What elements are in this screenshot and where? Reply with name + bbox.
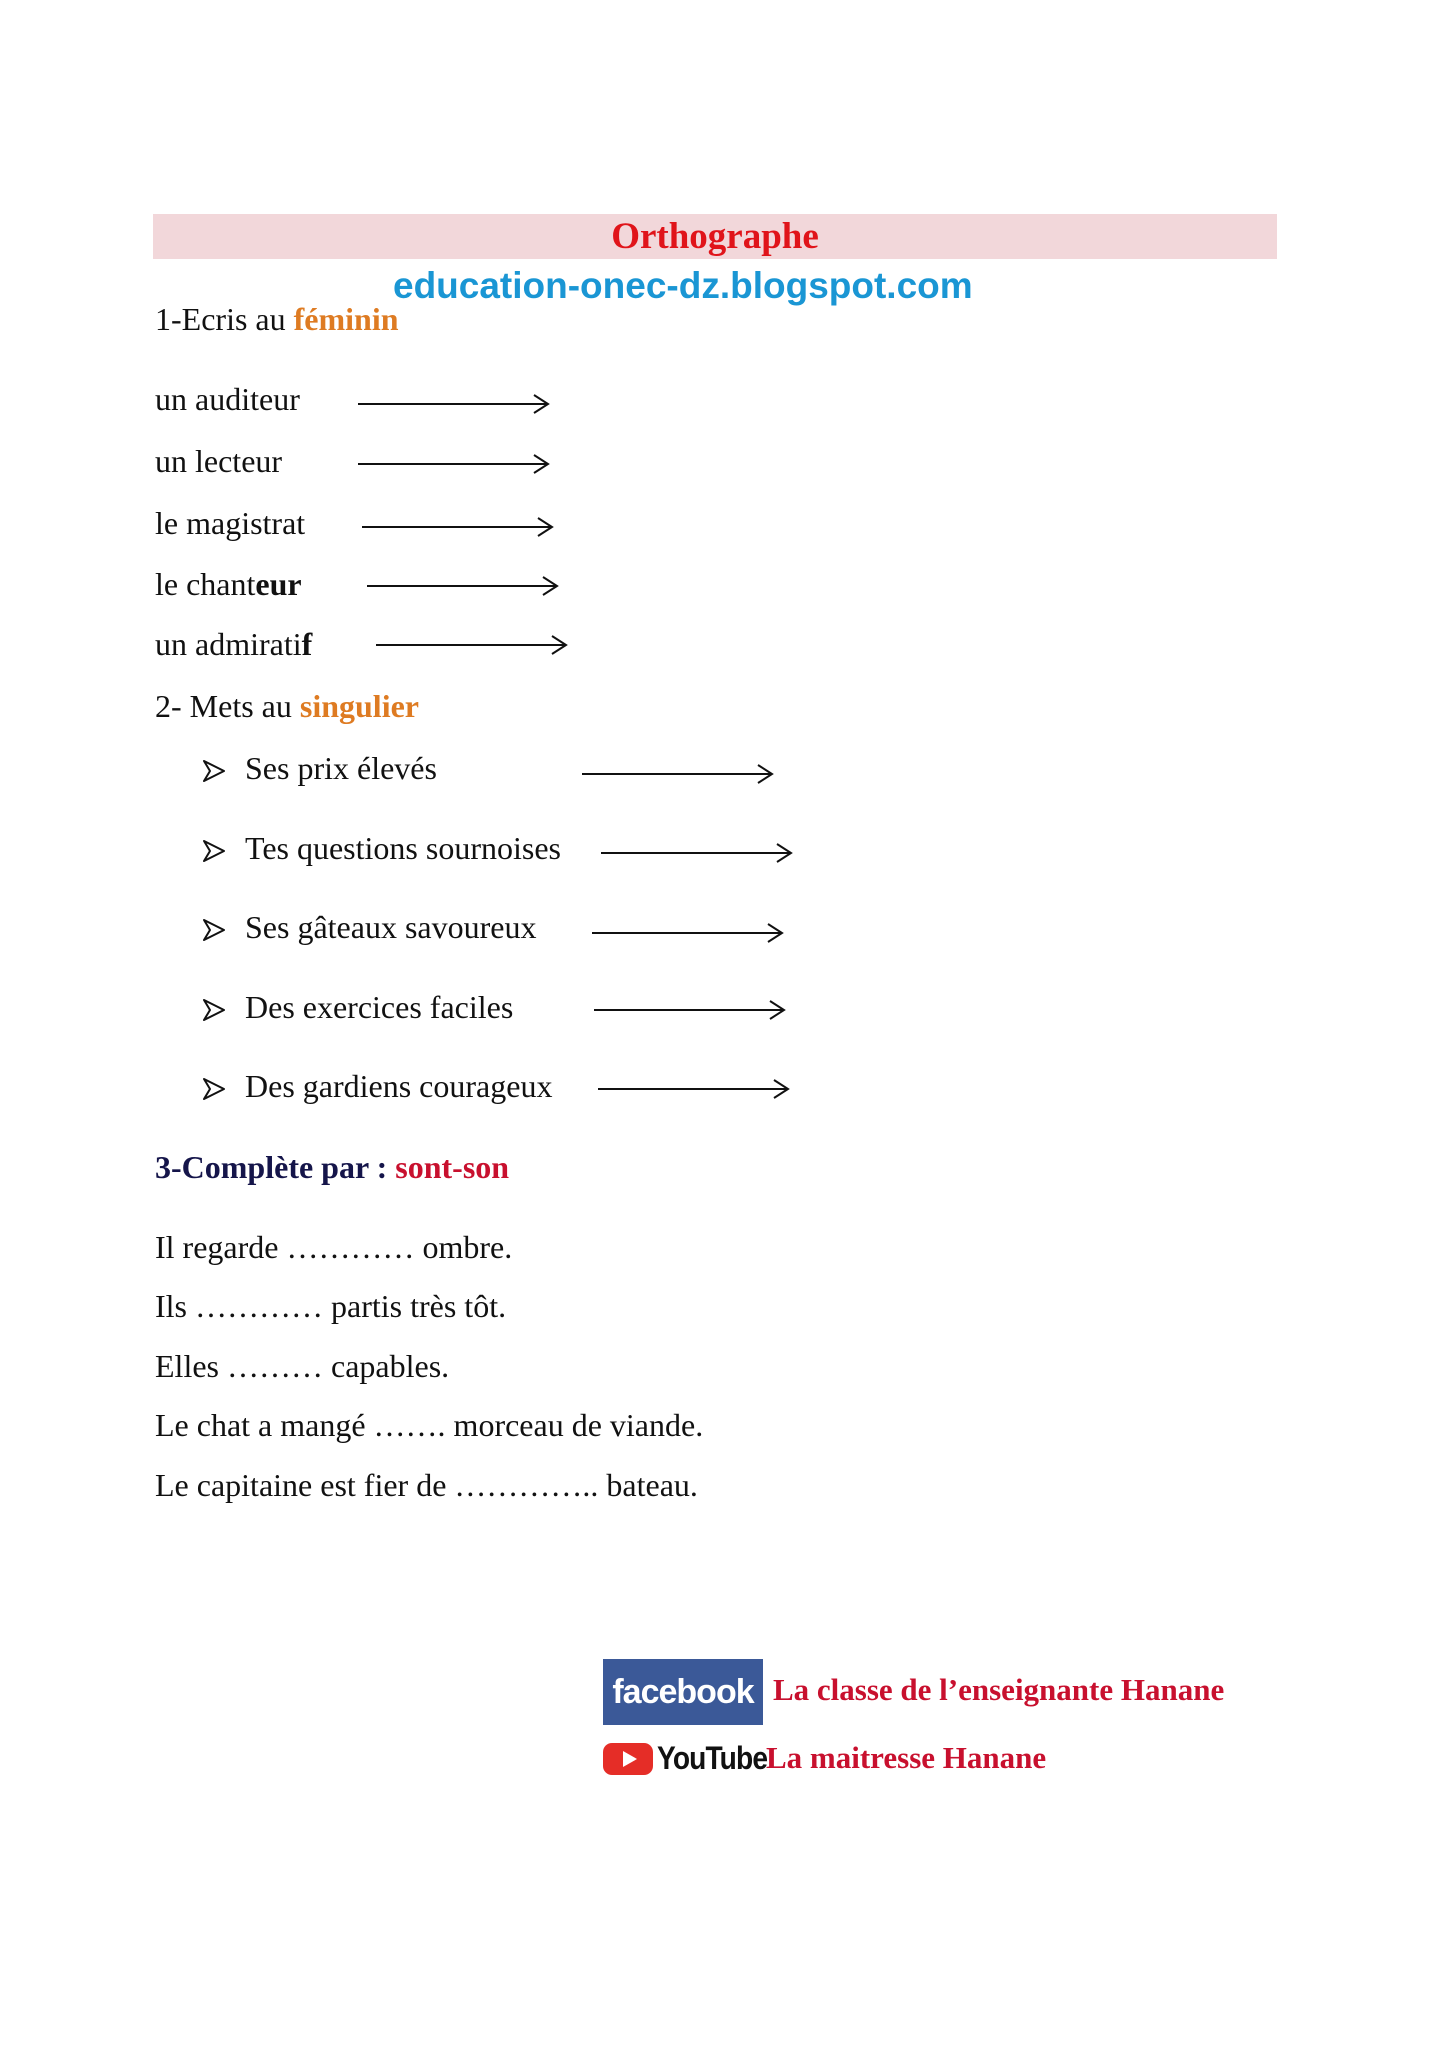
right-arrow-icon: [601, 841, 793, 865]
arrowhead-bullet-icon: [202, 918, 226, 942]
exercise3-prefix: 3-Complète par :: [155, 1149, 396, 1185]
arrowhead-bullet-icon: [202, 998, 226, 1022]
exercise2-item: Ses prix élevés: [245, 750, 437, 786]
youtube-play-icon[interactable]: [603, 1741, 653, 1777]
exercise1-prefix: 1-Ecris au: [155, 301, 294, 337]
exercise3-keyword: sont-son: [395, 1149, 510, 1185]
exercise3-heading: [155, 1147, 509, 1187]
exercise2-item: Des exercices faciles: [245, 989, 514, 1025]
exercise1-heading: [155, 299, 399, 339]
exercise2-heading: [155, 686, 419, 726]
exercise2-keyword: singulier: [299, 688, 419, 724]
exercise1-item-text: un auditeur: [155, 381, 300, 417]
exercise1-keyword: féminin: [293, 301, 399, 337]
exercise1-item: [155, 624, 312, 664]
exercise1-item: [155, 503, 305, 543]
exercise3-sentence: Il regarde ………… ombre.: [155, 1229, 513, 1265]
exercise1-item-text: le magistrat: [155, 505, 306, 541]
exercise1-item: [155, 379, 300, 419]
exercise3-sentence: Le capitaine est fier de ………….. bateau.: [155, 1467, 698, 1503]
exercise1-item: [155, 564, 302, 604]
youtube-channel-link[interactable]: La maitresse Hanane: [766, 1740, 1047, 1775]
arrowhead-bullet-icon: [202, 839, 226, 863]
exercise3-sentence: Elles ……… capables.: [155, 1348, 450, 1384]
right-arrow-icon: [598, 1077, 790, 1101]
right-arrow-icon: [594, 998, 786, 1022]
exercise1-item-text: un lecteur: [155, 443, 283, 479]
exercise3-sentence: Ils ………… partis très tôt.: [155, 1288, 507, 1324]
exercise3-sentence: Le chat a mangé ……. morceau de viande.: [155, 1407, 704, 1443]
right-arrow-icon: [358, 452, 550, 476]
right-arrow-icon: [376, 633, 568, 657]
exercise2-item: Ses gâteaux savoureux: [245, 909, 537, 945]
exercise1-item-text: un admirati: [155, 626, 302, 662]
exercise2-item: Tes questions sournoises: [245, 830, 561, 866]
page-title: Orthographe: [611, 216, 819, 257]
right-arrow-icon: [367, 574, 559, 598]
arrowhead-bullet-icon: [202, 759, 226, 783]
facebook-logo[interactable]: facebook: [603, 1659, 763, 1725]
right-arrow-icon: [592, 921, 784, 945]
exercise1-item-ending: eur: [255, 566, 302, 602]
facebook-page-link[interactable]: La classe de l’enseignante Hanane: [773, 1672, 1225, 1707]
right-arrow-icon: [582, 762, 774, 786]
right-arrow-icon: [358, 392, 550, 416]
right-arrow-icon: [362, 515, 554, 539]
exercise1-item-ending: f: [301, 626, 313, 662]
youtube-logo[interactable]: YouTube: [657, 1740, 768, 1776]
arrowhead-bullet-icon: [202, 1077, 226, 1101]
exercise2-prefix: 2- Mets au: [155, 688, 300, 724]
exercise1-item-text: le chant: [155, 566, 256, 602]
exercise1-item: [155, 441, 282, 481]
watermark-url: education-onec-dz.blogspot.com: [393, 265, 973, 306]
exercise2-item: Des gardiens courageux: [245, 1068, 553, 1104]
